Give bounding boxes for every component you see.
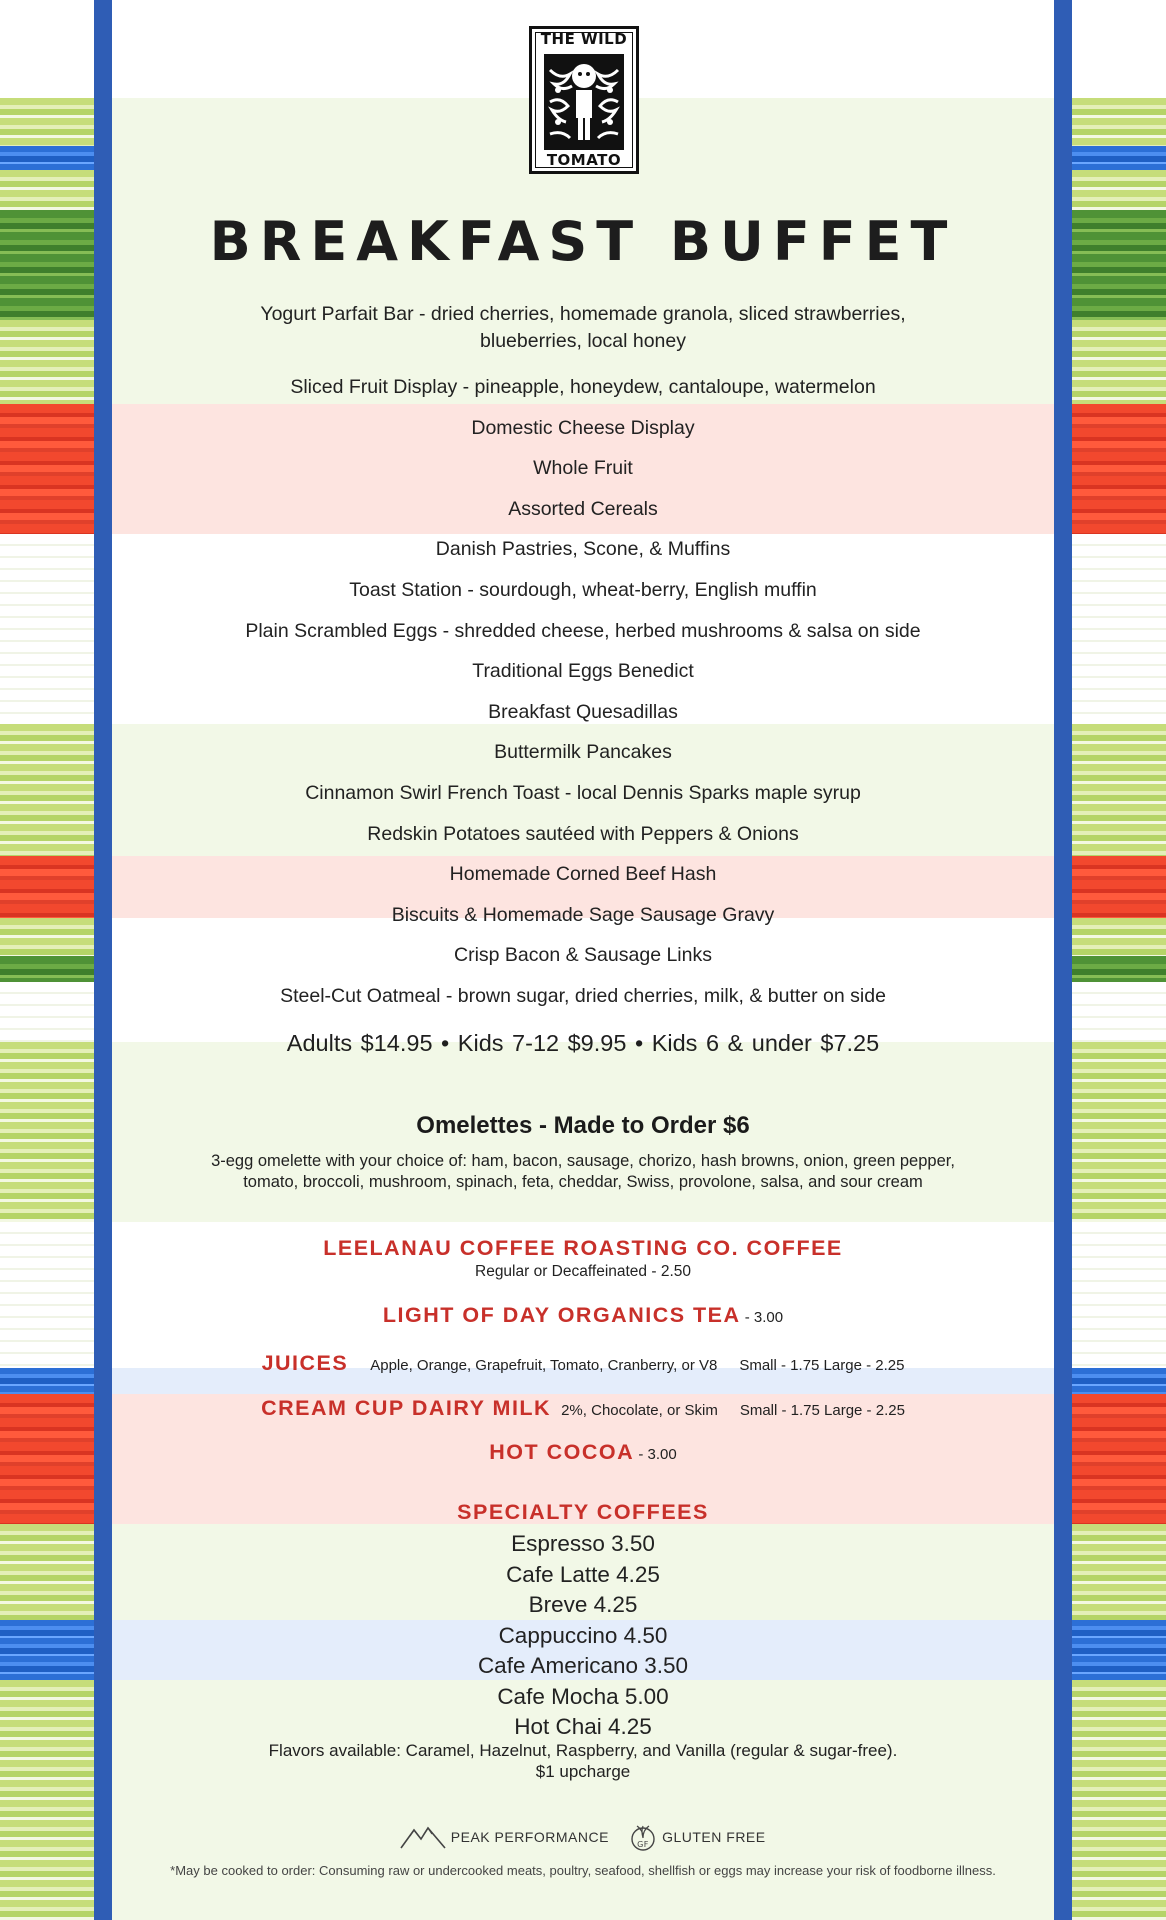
list-item: Cafe Americano 3.50: [477, 1653, 689, 1678]
juices-line: [112, 1351, 1054, 1376]
mountain-icon: [400, 1824, 446, 1850]
food-safety-disclaimer: *May be cooked to order: Consuming raw or undercooked meats, poultry, seafood, shellfish or eggs may increase your risk of foodborne illness.: [170, 1863, 996, 1878]
omelettes-heading: Omelettes - Made to Order $6: [416, 1112, 750, 1139]
cocoa-heading: HOT COCOA: [489, 1440, 635, 1464]
list-item: Whole Fruit: [533, 457, 633, 480]
gluten-free-label: GLUTEN FREE: [662, 1829, 766, 1845]
milk-heading: CREAM CUP DAIRY MILK: [261, 1396, 552, 1420]
wheat-gf-icon: [628, 1822, 658, 1852]
list-item: Yogurt Parfait Bar - dried cherries, homemade granola, sliced strawberries, blueberries, local honey: [260, 303, 906, 352]
menu-title: BREAKFAST BUFFET: [209, 210, 957, 273]
list-item: Biscuits & Homemade Sage Sausage Gravy: [391, 903, 775, 926]
milk-detail: 2%, Chocolate, or Skim: [561, 1402, 718, 1419]
list-item: Hot Chai 4.25: [514, 1714, 652, 1739]
juices-detail: Apple, Orange, Grapefruit, Tomato, Cranberry, or V8: [370, 1357, 718, 1374]
list-item: Breve 4.25: [528, 1592, 638, 1617]
menu-panel: [112, 0, 1054, 1920]
list-item: Breakfast Quesadillas: [488, 700, 678, 723]
list-item: Traditional Eggs Benedict: [472, 660, 694, 683]
specialty-list: [112, 1529, 1054, 1743]
tea-line: [112, 1303, 1054, 1328]
cocoa-price: - 3.00: [634, 1446, 677, 1463]
list-item: Plain Scrambled Eggs - shredded cheese, herbed mushrooms & salsa on side: [245, 619, 921, 642]
juices-heading: JUICES: [261, 1351, 349, 1375]
list-item: Sliced Fruit Display - pineapple, honeydew, cantaloupe, watermelon: [290, 376, 876, 398]
dietary-legend: [112, 1822, 1054, 1852]
juices-sizes: Small - 1.75 Large - 2.25: [739, 1357, 905, 1374]
buffet-prices: Adults $14.95 • Kids 7-12 $9.95 • Kids 6 & under $7.25: [286, 1030, 880, 1056]
peak-performance-label: PEAK PERFORMANCE: [450, 1829, 609, 1845]
list-item: Buttermilk Pancakes: [494, 741, 672, 764]
list-item: Danish Pastries, Scone, & Muffins: [435, 538, 731, 561]
logo-top-text: THE WILD: [540, 30, 628, 48]
list-item: Espresso 3.50: [511, 1531, 655, 1556]
buffet-items-list: [112, 303, 1054, 1017]
figure-icon: [542, 50, 626, 154]
list-item: Crisp Bacon & Sausage Links: [454, 944, 712, 967]
list-item: Toast Station - sourdough, wheat-berry, English muffin: [349, 578, 817, 601]
tea-price: - 3.00: [740, 1309, 784, 1326]
list-item: Homemade Corned Beef Hash: [449, 863, 717, 886]
coffee-heading: LEELANAU COFFEE ROASTING CO. COFFEE: [323, 1236, 843, 1260]
milk-sizes: Small - 1.75 Large - 2.25: [739, 1402, 905, 1419]
list-item: Domestic Cheese Display: [471, 416, 695, 439]
specialty-heading: SPECIALTY COFFEES: [457, 1500, 709, 1524]
flavors-note: Flavors available: Caramel, Hazelnut, Raspberry, and Vanilla (regular & sugar-free). $1 upcharge: [268, 1741, 898, 1781]
tea-heading: LIGHT OF DAY ORGANICS TEA: [382, 1303, 741, 1327]
list-item: Cappuccino 4.50: [498, 1622, 668, 1648]
list-item: Cinnamon Swirl French Toast - local Dennis Sparks maple syrup: [305, 781, 861, 804]
list-item: Cafe Latte 4.25: [506, 1561, 660, 1587]
list-item: Redskin Potatoes sautéed with Peppers & Onions: [367, 822, 799, 845]
list-item: Steel-Cut Oatmeal - brown sugar, dried cherries, milk, & butter on side: [280, 984, 886, 1007]
milk-line: [112, 1396, 1054, 1421]
svg-text:GF: GF: [636, 1840, 649, 1849]
restaurant-logo: [529, 26, 639, 174]
omelettes-description: 3-egg omelette with your choice of: ham, bacon, sausage, chorizo, hash browns, onion, green pepper, tomato, broccoli, mushroom, spinach, feta, cheddar, Swiss, provolone, salsa, and sour cream: [211, 1152, 955, 1191]
list-item: Assorted Cereals: [508, 497, 658, 520]
coffee-detail: Regular or Decaffeinated - 2.50: [475, 1263, 691, 1280]
list-item: Cafe Mocha 5.00: [497, 1683, 669, 1709]
logo-bottom-text: TOMATO: [546, 151, 622, 169]
cocoa-line: [112, 1440, 1054, 1465]
